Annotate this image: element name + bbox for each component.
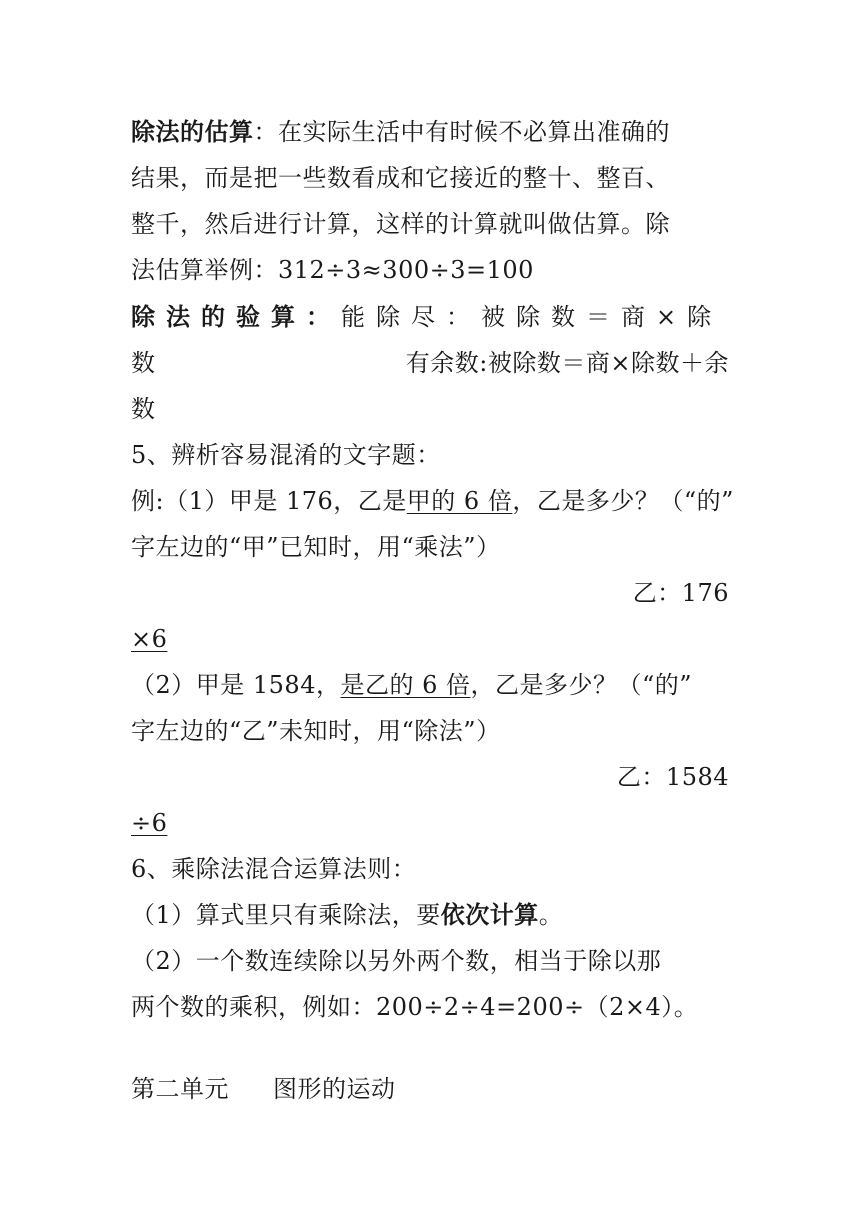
section5-example1-answer-b [131, 624, 731, 654]
rule1-bold: 依次计算 [440, 901, 539, 929]
section6-rule2-line2: 两个数的乘积，例如：200÷2÷4=200÷（2×4）。 [131, 993, 699, 1021]
section5-example1-line2: 字左边的“甲”已知时，用“乘法”） [131, 533, 501, 561]
check-sep: ： [306, 303, 341, 331]
estimation-line-1 [131, 117, 731, 147]
section5-example2-answer-b [131, 808, 731, 838]
ex1-underlined: 甲的 6 倍 [406, 487, 513, 515]
ex2-answer-b: ÷6 [131, 809, 168, 837]
ex2-prefix: （2）甲是 1584， [131, 671, 341, 699]
section5-example1-line1 [131, 486, 734, 516]
section5-example2-line2: 字左边的“乙”未知时，用“除法”） [131, 717, 501, 745]
section5-heading: 5、辨析容易混淆的文字题： [131, 441, 441, 469]
estimation-example: 法估算举例：312÷3≈300÷3=100 [131, 256, 534, 284]
section5-example1-answer-a: 乙：176 [632, 579, 729, 607]
rule1-suffix: 。 [538, 901, 564, 929]
estimation-line-3: 整千，然后进行计算，这样的计算就叫做估算。除 [131, 210, 670, 238]
check-line-3: 数 [131, 395, 156, 423]
check-line-1 [131, 302, 731, 332]
section5-example2-line1 [131, 670, 731, 700]
check-exact: 能除尽：被除数＝商×除 [341, 303, 723, 331]
estimation-sep: ： [253, 118, 278, 146]
ex2-underlined: 是乙的 6 倍 [340, 671, 471, 699]
estimation-title: 除法的估算 [131, 118, 254, 146]
section6-heading: 6、乘除法混合运算法则： [131, 855, 417, 883]
section6-rule2-line1: （2）一个数连续除以另外两个数，相当于除以那 [131, 947, 662, 975]
unit2-heading [131, 1074, 731, 1104]
section6-rule1 [131, 900, 731, 930]
check-line-2-left: 数 [131, 349, 156, 377]
check-title: 除法的验算 [131, 303, 306, 331]
check-line-2-right: 有余数:被除数＝商×除数＋余 [405, 349, 729, 377]
ex1-suffix: ，乙是多少？（“的” [512, 487, 734, 515]
estimation-text-1: 在实际生活中有时候不必算出准确的 [278, 118, 670, 146]
ex1-answer-b: ×6 [131, 625, 168, 653]
unit2-label: 第二单元 [131, 1075, 229, 1103]
ex2-suffix: ，乙是多少？（“的” [470, 671, 693, 699]
unit2-title: 图形的运动 [273, 1075, 396, 1103]
ex1-prefix: 例:（1）甲是 176，乙是 [131, 487, 407, 515]
rule1-prefix: （1）算式里只有乘除法，要 [131, 901, 441, 929]
estimation-line-2: 结果，而是把一些数看成和它接近的整十、整百、 [131, 164, 670, 192]
section5-example2-answer-a: 乙：1584 [616, 763, 729, 791]
